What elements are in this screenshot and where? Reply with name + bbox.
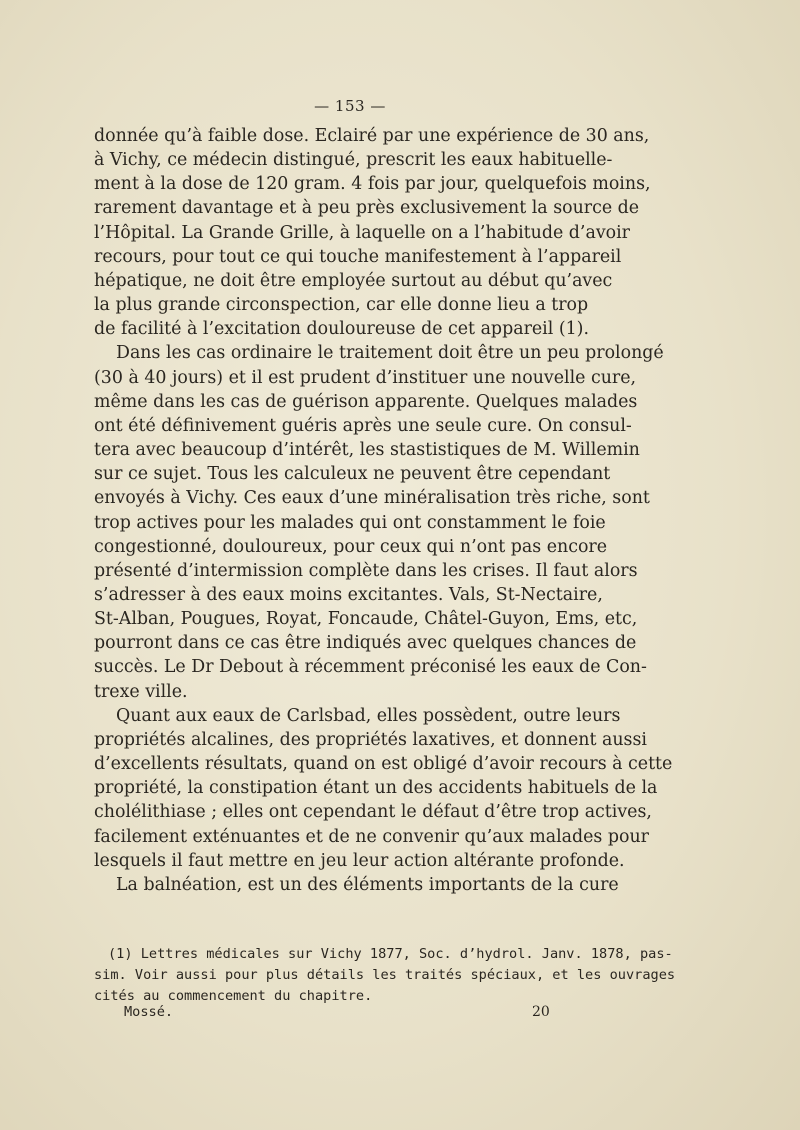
- text-line: d’excellents résultats, quand on est obligé d’avoir recours à cette: [94, 754, 673, 775]
- paragraph: [94, 704, 673, 873]
- text-line: ont été définivement guéris après une seule cure. On consul-: [94, 415, 632, 436]
- text-line: lesquels il faut mettre en jeu leur action altérante profonde.: [94, 850, 625, 871]
- text-line: congestionné, douloureux, pour ceux qui n’ont pas encore: [94, 536, 608, 557]
- text-line: tera avec beaucoup d’intérêt, les stastistiques de M. Willemin: [94, 440, 640, 461]
- paragraph: [94, 341, 664, 703]
- text-line: Quant aux eaux de Carlsbad, elles possèdent, outre leurs: [116, 705, 621, 726]
- text-line: à Vichy, ce médecin distingué, prescrit les eaux habituelle-: [94, 150, 613, 171]
- text-line: succès. Le Dr Debout à récemment préconisé les eaux de Con-: [94, 657, 647, 678]
- text-line: rarement davantage et à peu près exclusivement la source de: [94, 198, 640, 219]
- text-line: donnée qu’à faible dose. Eclairé par une expérience de 30 ans,: [94, 126, 650, 146]
- text-line: propriétés alcalines, des propriétés laxatives, et donnent aussi: [94, 729, 647, 750]
- footnote-line: (1) Lettres médicales sur Vichy 1877, Soc. d’hydrol. Janv. 1878, pas-: [108, 946, 673, 962]
- text-line: propriété, la constipation étant un des accidents habituels de la: [94, 778, 658, 799]
- text-line: ment à la dose de 120 gram. 4 fois par jour, quelquefois moins,: [94, 174, 651, 195]
- paragraph: [94, 124, 651, 341]
- footnote-line: sim. Voir aussi pour plus détails les traités spéciaux, et les ouvrages: [94, 967, 676, 983]
- text-line: la plus grande circonspection, car elle donne lieu a trop: [94, 295, 589, 316]
- text-line: Dans les cas ordinaire le traitement doit être un peu prolongé: [116, 343, 664, 364]
- text-line: présenté d’intermission complète dans les crises. Il faut alors: [94, 560, 638, 581]
- text-line: cholélithiase ; elles ont cependant le défaut d’être trop actives,: [94, 802, 652, 823]
- sheet-number: 20: [532, 1004, 550, 1020]
- text-line: trexe ville.: [94, 681, 188, 702]
- text-line: facilement exténuantes et de ne convenir qu’aux malades pour: [94, 826, 649, 847]
- text-line: même dans les cas de guérison apparente. Quelques malades: [94, 391, 638, 412]
- text-line: l’Hôpital. La Grande Grille, à laquelle on a l’habitude d’avoir: [94, 222, 630, 243]
- signature-mark: Mossé.: [124, 1004, 174, 1020]
- footnote: [94, 944, 676, 1007]
- text-line: La balnéation, est un des éléments importants de la cure: [116, 874, 619, 895]
- text-line: pourront dans ce cas être indiqués avec quelques chances de: [94, 633, 637, 654]
- paragraph: [94, 873, 619, 897]
- text-line: (30 à 40 jours) et il est prudent d’instituer une nouvelle cure,: [94, 367, 637, 388]
- page-number: — 153 —: [314, 97, 386, 115]
- text-line: envoyés à Vichy. Ces eaux d’une minéralisation très riche, sont: [94, 488, 650, 509]
- footnote-line: cités au commencement du chapitre.: [94, 988, 373, 1004]
- text-line: de facilité à l’excitation douloureuse de cet appareil (1).: [94, 319, 589, 340]
- text-line: recours, pour tout ce qui touche manifestement à l’appareil: [94, 246, 622, 267]
- text-line: sur ce sujet. Tous les calculeux ne peuvent être cependant: [94, 464, 611, 485]
- main-text: [94, 124, 673, 897]
- text-line: s’adresser à des eaux moins excitantes. Vals, St-Nectaire,: [94, 584, 603, 605]
- text-line: hépatique, ne doit être employée surtout au début qu’avec: [94, 270, 613, 291]
- text-line: St-Alban, Pougues, Royat, Foncaude, Châtel-Guyon, Ems, etc,: [94, 609, 638, 630]
- text-line: trop actives pour les malades qui ont constamment le foie: [94, 512, 606, 533]
